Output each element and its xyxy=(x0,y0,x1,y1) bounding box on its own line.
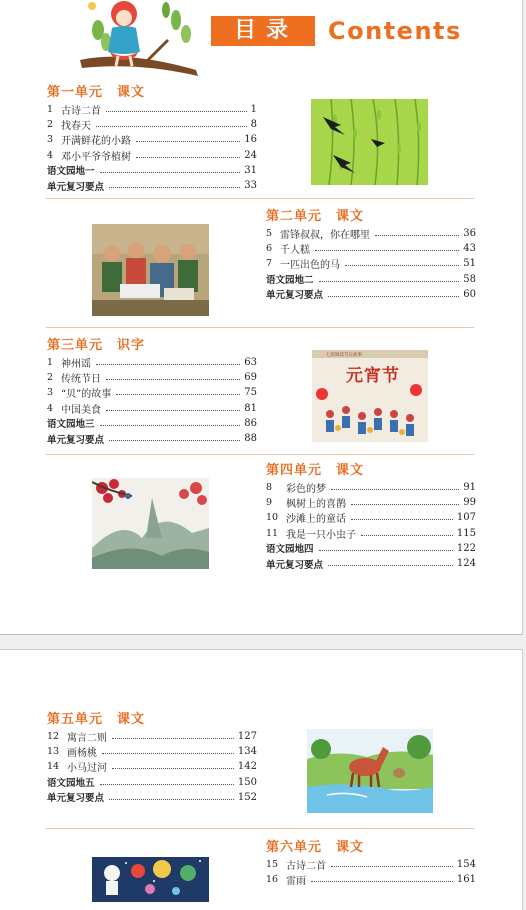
toc-entry[interactable]: 4 邓小平爷爷植树 24 xyxy=(47,149,257,163)
toc-entry[interactable]: 10 沙滩上的童话 107 xyxy=(266,512,476,526)
toc-entry-review[interactable]: 单元复习要点 124 xyxy=(266,558,476,571)
toc-entry[interactable]: 9 枫树上的喜鹊 99 xyxy=(266,497,476,511)
unit-5-section xyxy=(47,711,257,805)
unit-6-section xyxy=(266,839,476,887)
toc-entry[interactable]: 3 “贝”的故事 75 xyxy=(47,387,257,401)
toc-entry-garden[interactable]: 语文园地四 122 xyxy=(266,542,476,556)
toc-entry[interactable]: 15 古诗二首 154 xyxy=(266,859,476,873)
toc-title-english: Contents xyxy=(328,17,462,45)
unit-1-section xyxy=(47,84,257,193)
toc-entry[interactable]: 13 画杨桃 134 xyxy=(47,746,257,760)
toc-entry[interactable]: 5 雷锋叔叔，你在哪里 36 xyxy=(266,228,476,242)
separator xyxy=(46,327,474,328)
toc-entry-review[interactable]: 单元复习要点 152 xyxy=(47,791,257,805)
lantern-festival-book-cover xyxy=(312,350,428,442)
toc-entry[interactable]: 7 一匹出色的马 51 xyxy=(266,258,476,272)
toc-entry-review[interactable]: 单元复习要点 33 xyxy=(47,180,257,193)
toc-entry[interactable]: 8 彩色的梦 91 xyxy=(266,482,476,496)
book-title: 元宵节 xyxy=(346,366,400,386)
toc-page-2 xyxy=(0,649,523,910)
book-caption: 七彩阅读节日故事 xyxy=(326,353,362,358)
toc-title-chinese: 目录 xyxy=(211,16,315,46)
toc-entry[interactable]: 2 传统节日 69 xyxy=(47,372,257,386)
toc-entry[interactable]: 2 找春天 8 xyxy=(47,119,257,133)
toc-entry-review[interactable]: 单元复习要点 60 xyxy=(266,288,476,302)
separator xyxy=(46,828,474,829)
toc-entry[interactable]: 1 神州谣 63 xyxy=(47,357,257,371)
swallows-willow-illustration xyxy=(311,99,428,185)
space-astronaut-illustration xyxy=(92,857,209,902)
toc-entry-garden[interactable]: 语文园地一 31 xyxy=(47,164,257,178)
separator xyxy=(46,198,474,199)
toc-entry[interactable]: 3 开满鲜花的小路 16 xyxy=(47,134,257,148)
toc-entry[interactable]: 11 我是一只小虫子 115 xyxy=(266,527,476,541)
toc-entry[interactable]: 14 小马过河 142 xyxy=(47,761,257,775)
unit-2-section xyxy=(266,208,476,302)
girl-on-branch-illustration xyxy=(76,0,202,80)
unit-3-title: 第三单元 识字 xyxy=(47,338,146,353)
toc-entry-garden[interactable]: 语文园地三 86 xyxy=(47,417,257,431)
unit-4-title: 第四单元 课文 xyxy=(266,463,365,478)
unit-4-section xyxy=(266,462,476,571)
toc-entry[interactable]: 6 千人糕 43 xyxy=(266,243,476,257)
toc-entry-garden[interactable]: 语文园地二 58 xyxy=(266,273,476,287)
toc-entry[interactable]: 12 寓言二则 127 xyxy=(47,731,257,745)
toc-entry[interactable]: 1 古诗二首 1 xyxy=(47,104,257,118)
toc-entry-review[interactable]: 单元复习要点 88 xyxy=(47,433,257,446)
unit-3-section xyxy=(47,337,257,446)
children-with-elder-painting xyxy=(92,224,209,316)
mountain-maple-painting xyxy=(92,478,209,569)
unit-6-title: 第六单元 课文 xyxy=(266,840,365,855)
toc-entry-garden[interactable]: 语文园地五 150 xyxy=(47,776,257,790)
unit-1-title: 第一单元 课文 xyxy=(47,85,146,100)
separator xyxy=(46,454,474,455)
horse-river-illustration xyxy=(307,729,433,813)
unit-5-title: 第五单元 课文 xyxy=(47,712,146,727)
toc-entry[interactable]: 16 雷雨 161 xyxy=(266,874,476,888)
toc-entry[interactable]: 4 中国美食 81 xyxy=(47,402,257,416)
unit-2-title: 第二单元 课文 xyxy=(266,209,365,224)
